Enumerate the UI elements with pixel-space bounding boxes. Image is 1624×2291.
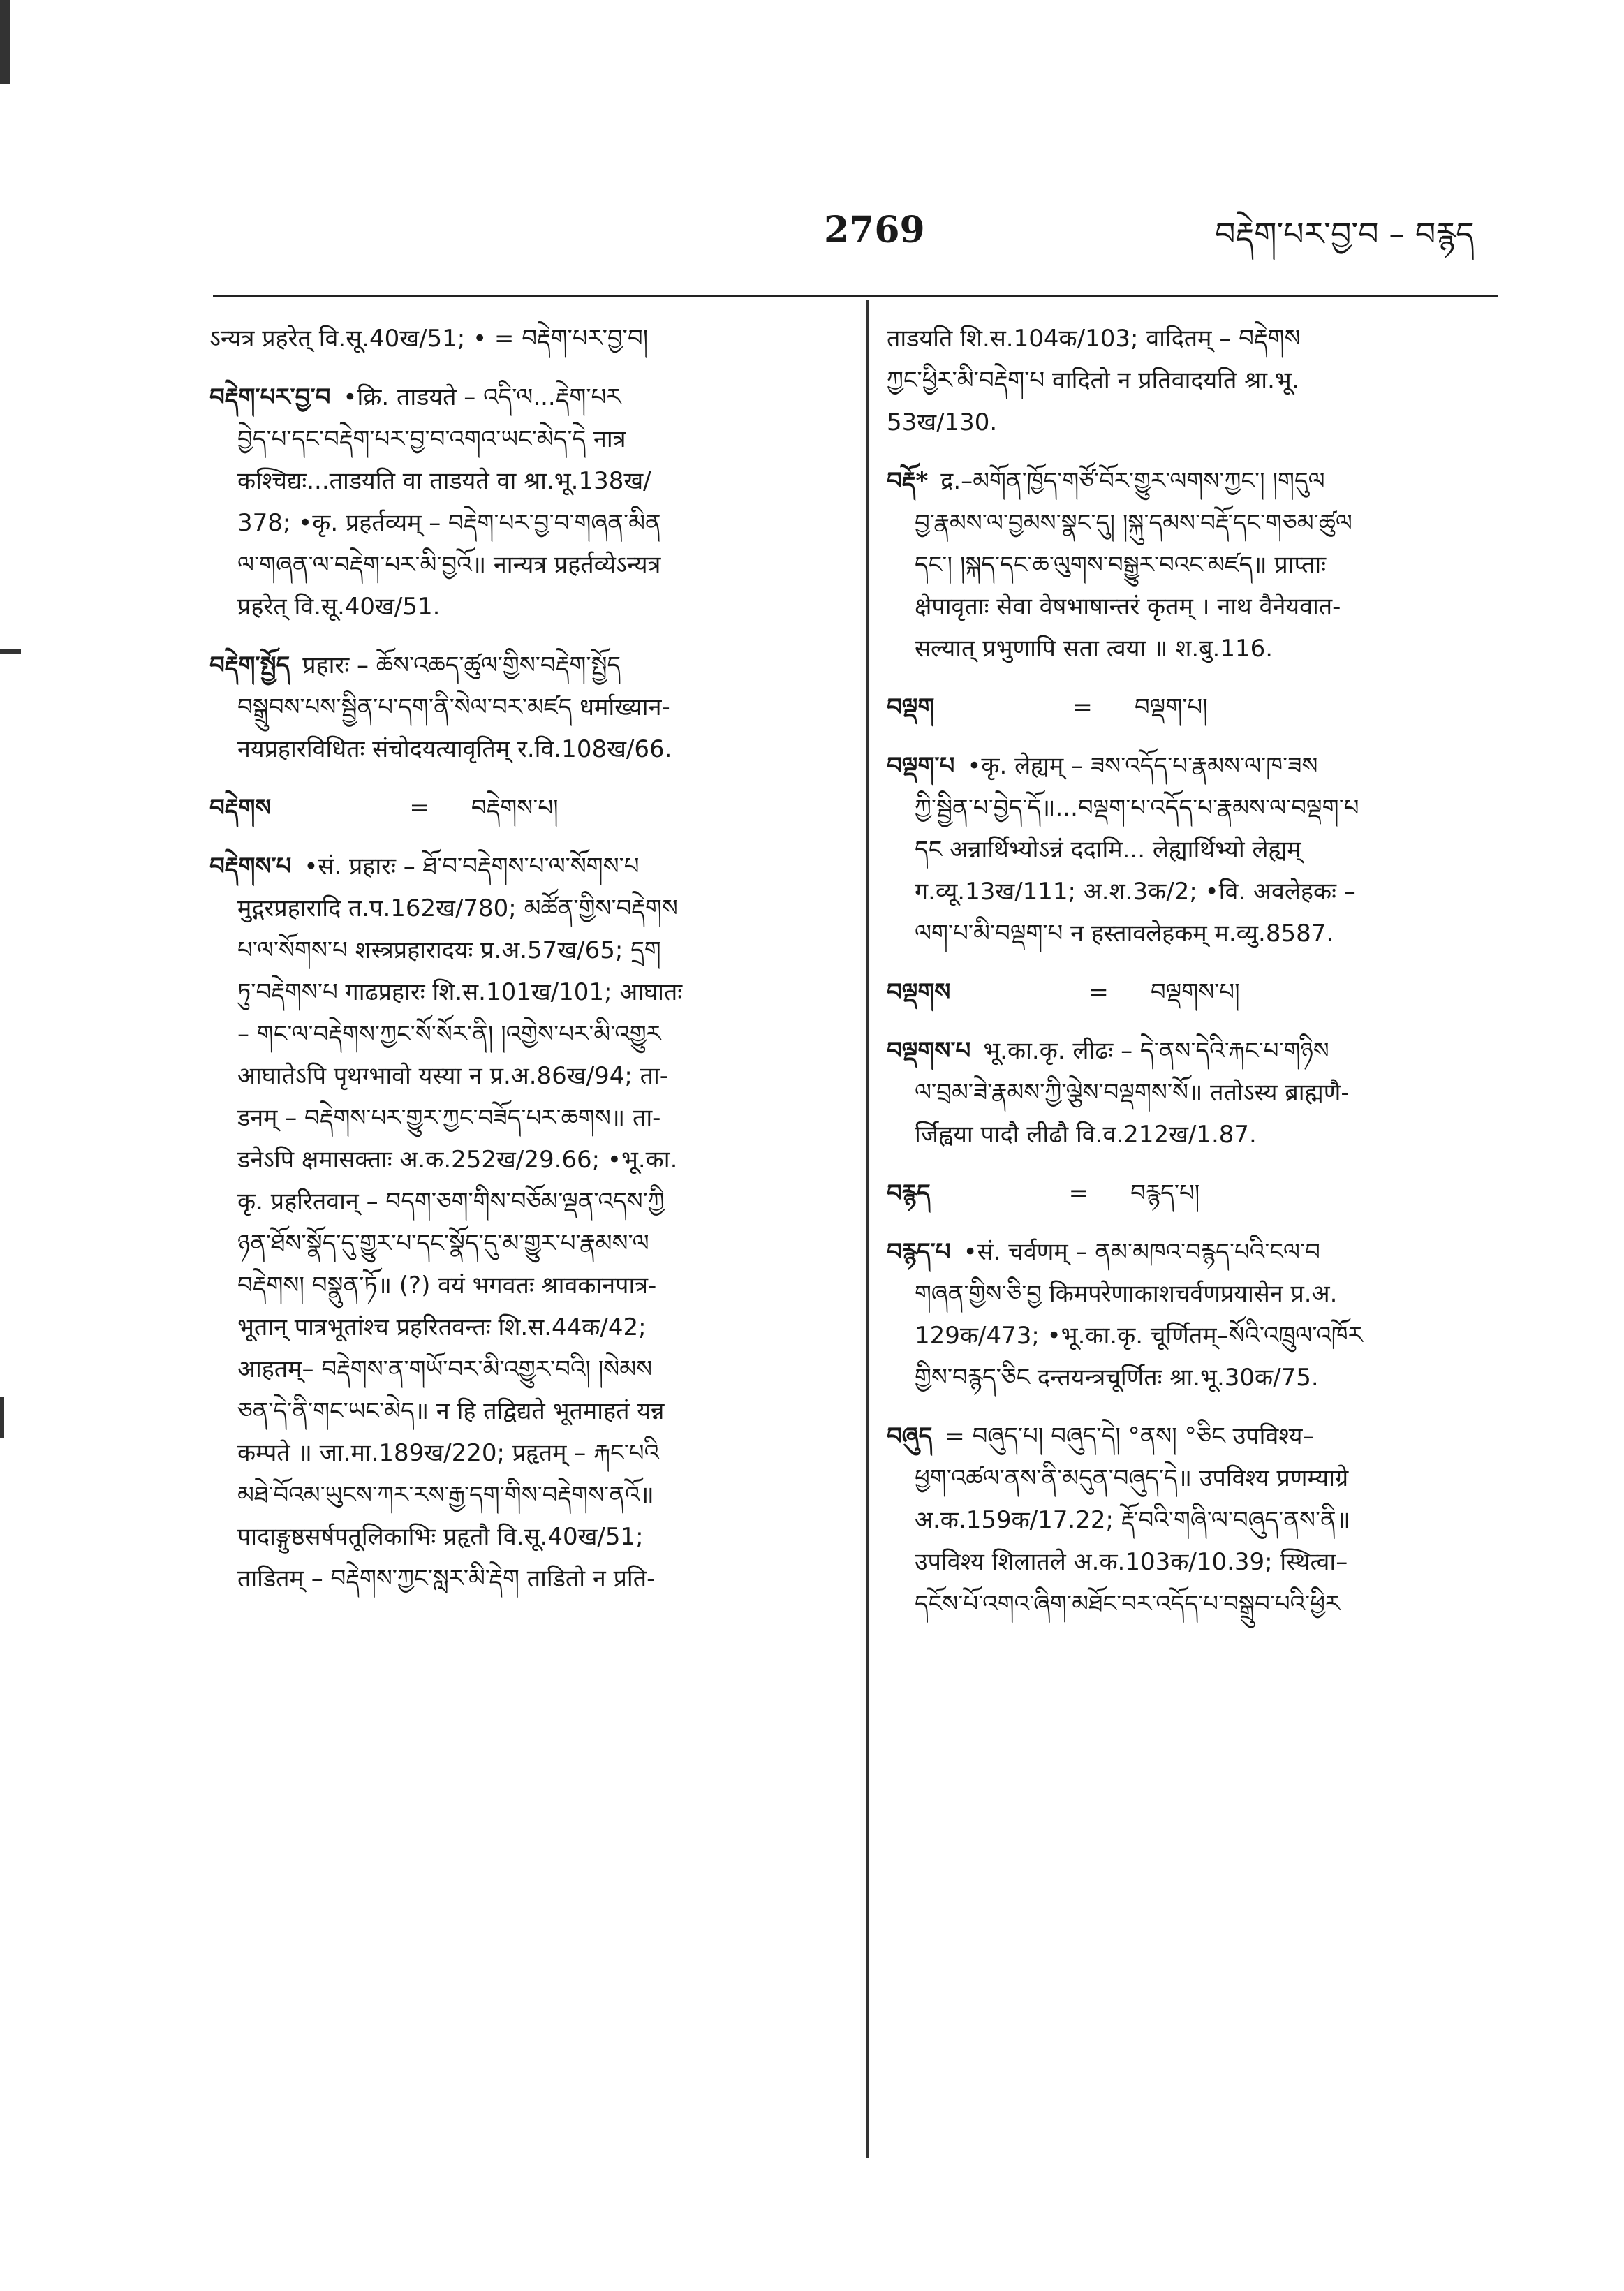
entry-line: डनेऽपि क्षमासक्ताः अ.क.252ख/29.66; •भू.का. <box>237 1146 678 1174</box>
right-column <box>887 318 1501 2161</box>
entry-line: ཕྱག་འཚལ་ནས་ནི་མདུན་བཞུད་དེ॥ उपविश्य प्रणम्याग्रे <box>915 1464 1349 1492</box>
entry-line: प्रहारः – ཆོས་འཆད་ཚུལ་གྱིས་བརྡེག་སྤྱོད <box>302 651 621 679</box>
dictionary-entry <box>887 1030 1501 1156</box>
entry-line: ཅན་དེ་ནི་གང་ཡང་མེད॥ न हि तद्विद्यते भूतमाहतं यन्न <box>237 1397 665 1425</box>
entry-line: དང अन्नार्थिभ्योऽन्नं ददामि... लेह्यार्थिभ्यो लेह्यम् <box>915 836 1301 864</box>
entry-line: कम्पते ॥ जा.मा.189ख/220; प्रहृतम् – རྐང་པའི <box>237 1439 660 1467</box>
dictionary-entry <box>887 745 1501 955</box>
entry-line: आघातेऽपि पृथग्भावो यस्या न प्र.अ.86ख/94; ता- <box>237 1062 669 1090</box>
entry-line: དང་། །སྐད་དང་ཆ་ལུགས་བསྒྱུར་བའང་མཛད॥ प्राप्ताः <box>915 551 1327 579</box>
entry-line: भू.का.कृ. लीढः – དེ་ནས་དེའི་རྐང་པ་གཉིས <box>983 1037 1329 1065</box>
entry-line: དངོས་པོ་འགའ་ཞིག་མཐོང་བར་འདོད་པ་བསྒྲུབ་པའི་ཕྱིར <box>915 1590 1341 1618</box>
page-edge-mark <box>0 0 10 84</box>
page-number: 2769 <box>824 209 925 251</box>
entry-line: र्जिह्वया पादौ लीढौ वि.व.212ख/1.87. <box>915 1121 1257 1149</box>
dictionary-entry <box>887 460 1501 670</box>
entry-line: ताडितम् – བརྡེགས་ཀྱང་སླར་མི་རྡེག ताडितो न प्रति- <box>237 1565 656 1593</box>
entry-line: པ་ལ་སོགས་པ शस्त्रप्रहारादयः प्र.अ.57ख/65; དྲག <box>237 936 661 964</box>
entry-line: •क्रि. ताडयते – འདི་ལ...རྡེག་པར <box>343 383 621 411</box>
dictionary-entry <box>887 318 1501 443</box>
running-head: བརྡེག་པར་བྱ་བ – བརྙད <box>1215 215 1475 253</box>
entry-line: ལ་བྲམ་ཟེ་རྣམས་ཀྱི་ལྕེས་བལྡགས་སོ॥ ततोऽस्य ब्राह्मणै- <box>915 1079 1350 1107</box>
cross-reference-entry <box>887 686 1501 728</box>
cross-reference-target: བརྡེགས་པ། <box>471 794 559 822</box>
entry-line: आहतम्– བརྡེགས་ན་གཡོ་བར་མི་འགྱུར་བའི། །སེམས <box>237 1355 653 1383</box>
entry-line: कश्चिद्यः...ताडयति वा ताडयते वा श्रा.भू.138ख/ <box>237 467 651 495</box>
entry-line: ऽन्यत्र प्रहरेत् वि.सू.40ख/51; • = བརྡེག་པར་བྱ་བ། <box>209 325 649 353</box>
entry-line: 53ख/130. <box>887 408 998 436</box>
entry-line: མཐེ་བོའམ་ཡུངས་ཀར་རས་རྒྱ་དག་གིས་བརྡེགས་ནའོ॥ <box>237 1481 654 1509</box>
entry-line: བསྒྲུབས་པས་སྦྱིན་པ་དག་ནི་སེལ་བར་མཛད धर्माख्यान- <box>237 693 670 721</box>
entry-line: उपविश्य शिलातले अ.क.103क/10.39; स्थित्वा– <box>915 1548 1348 1576</box>
entry-line: ཉན་ཐོས་སྣོད་དུ་གྱུར་པ་དང་སྣོད་དུ་མ་གྱུར་པ་རྣམས་ལ <box>237 1230 649 1258</box>
entry-line: मुद्गरप्रहारादि त.प.162ख/780; མཚོན་གྱིས་བརྡེགས <box>237 894 678 922</box>
entry-line: भूतान् पात्रभूतांश्च प्रहरितवन्तः शि.स.44क/42; <box>237 1313 647 1341</box>
entry-line: डनम् – བརྡེགས་པར་གྱུར་ཀྱང་བཟོད་པར་ཆགས॥ ता- <box>237 1104 661 1132</box>
entry-line: བྱ་རྣམས་ལ་བྱམས་སྣང་དུ། །སྐུ་དམས་བརྡོ་དང་གཅམ་ཚུལ <box>915 509 1352 537</box>
entry-line: प्रहरेत् वि.सू.40ख/51. <box>237 593 441 621</box>
entry-line: བྱེད་པ་དང་བརྡེག་པར་བྱ་བ་འགའ་ཡང་མེད་དེ नात्र <box>237 425 626 453</box>
dictionary-entry <box>887 1415 1501 1625</box>
entry-headword: བརྡོ* <box>887 467 929 495</box>
cross-reference-entry <box>887 1172 1501 1214</box>
entry-line: 378; •कृ. प्रहर्तव्यम् – བརྡེག་པར་བྱ་བ་གཞན་མིན <box>237 509 661 537</box>
cross-reference-target: བལྡག་པ། <box>1134 693 1208 721</box>
entry-headword: བརྙད་པ <box>887 1238 951 1266</box>
page-edge-mark <box>0 649 21 654</box>
equals-sign: = <box>409 794 429 822</box>
entry-line: अ.क.159क/17.22; རྡོ་བའི་གཞི་ལ་བཞུད་ནས་ནི॥ <box>915 1506 1351 1534</box>
dictionary-entry <box>209 644 852 770</box>
entry-line: ताडयति शि.स.104क/103; वादितम् – བརྡེགས <box>887 325 1301 353</box>
dictionary-entry <box>209 318 852 360</box>
dictionary-entry <box>209 846 852 1600</box>
header-rule <box>213 295 1498 297</box>
entry-headword: བརྡེག་པར་བྱ་བ <box>209 383 331 411</box>
dictionary-entry <box>209 376 852 628</box>
entry-line: ཀྱི་སྦྱིན་པ་བྱེད་དོ॥...བལྡག་པ་འདོད་པ་རྣམས་ལ་བལྡག་པ <box>915 794 1359 822</box>
cross-reference-target: བརྙད་པ། <box>1130 1179 1200 1207</box>
entry-line: •कृ. लेह्यम् – ཟས་འདོད་པ་རྣམས་ལ་ཁ་ཟས <box>967 752 1318 780</box>
entry-headword: བལྡག <box>887 693 935 721</box>
entry-line: द्र.–མགོན་ཁྱོད་གཙོ་བོར་གྱུར་ལགས་ཀྱང་། །གདུལ <box>940 467 1325 495</box>
entry-line: – གང་ལ་བརྡེགས་ཀྱང་སོ་སོར་ནི། །འགྱེས་པར་མི་འགྱུར <box>237 1020 661 1048</box>
entry-headword: བརྡེག་སྤྱོད <box>209 651 290 679</box>
entry-line: नयप्रहारविधितः संचोदयत्यावृतिम् र.वि.108ख/66. <box>237 735 672 763</box>
entry-line: 129क/473; •भू.का.कृ. चूर्णितम्–སོའི་འཁྲུལ་འཁོར <box>915 1322 1363 1350</box>
equals-sign: = <box>1072 693 1093 721</box>
cross-reference-entry <box>209 787 852 829</box>
entry-line: ཏུ་བརྡེགས་པ गाढप्रहारः शि.स.101ख/101; आघातः <box>237 978 683 1006</box>
entry-line: ལག་པ་མི་བལྡག་པ न हस्तावलेहकम् म.व्यु.8587. <box>915 920 1334 948</box>
entry-line: क्षेपावृताः सेवा वेषभाषान्तरं कृतम् । नाथ वैनेयवात- <box>915 593 1341 621</box>
entry-line: ལ་གཞན་ལ་བརྡེག་པར་མི་བྱའོ॥ नान्यत्र प्रहर्तव्येऽन्यत्र <box>237 551 661 579</box>
page-edge-mark <box>0 1397 4 1438</box>
entry-headword: བརྡེགས <box>209 794 272 822</box>
left-column <box>209 318 852 2161</box>
equals-sign: = <box>1068 1179 1089 1207</box>
entry-line: བརྡེགས། བསྣུན་ཏོ॥ (?) वयं भगवतः श्रावकानपात्र- <box>237 1272 657 1299</box>
equals-sign: = <box>1088 978 1109 1006</box>
entry-line: གྱིས་བརྙད་ཅིང दन्तयन्त्रचूर्णितः श्रा.भू.30क/75. <box>915 1364 1319 1392</box>
entry-line: = བཞུད་པ། བཞུད་དེ། °ནས། °ཅིང उपविश्य– <box>945 1422 1315 1450</box>
column-divider <box>866 300 869 2158</box>
entry-line: कृ. प्रहरितवान् – བདག་ཅག་གིས་བཅོམ་ལྡན་འདས་ཀྱི <box>237 1188 665 1216</box>
entry-line: •सं. प्रहारः – ཐོ་བ་བརྡེགས་པ་ལ་སོགས་པ <box>304 853 640 881</box>
entry-headword: བརྡེགས་པ <box>209 853 292 881</box>
entry-headword: བརྙད <box>887 1179 931 1207</box>
entry-line: •सं. चर्वणम् – ནམ་མཁའ་བརྙད་པའི་ངལ་བ <box>963 1238 1320 1266</box>
entry-headword: བཞུད <box>887 1422 933 1450</box>
entry-line: पादाङ्गुष्ठसर्षपतूलिकाभिः प्रहृतौ वि.सू.40ख/51; <box>237 1523 644 1551</box>
cross-reference-entry <box>887 971 1501 1013</box>
entry-headword: བལྡགས་པ <box>887 1037 971 1065</box>
cross-reference-target: བལྡགས་པ། <box>1150 978 1240 1006</box>
entry-headword: བལྡག་པ <box>887 752 955 780</box>
entry-line: གཞན་གྱིས་ཅི་བྱ किमपरेणाकाशचर्वणप्रयासेन प्र.अ. <box>915 1280 1338 1308</box>
entry-line: ग.व्यू.13ख/111; अ.श.3क/2; •वि. अवलेहकः – <box>915 878 1356 906</box>
entry-line: ཀྱང་ཕྱིར་མི་བརྡེག་པ वादितो न प्रतिवादयति श्रा.भू. <box>887 367 1299 395</box>
entry-headword: བལྡགས <box>887 978 951 1006</box>
dictionary-entry <box>887 1231 1501 1399</box>
entry-line: सल्यात् प्रभुणापि सता त्वया ॥ श.बु.116. <box>915 635 1274 663</box>
